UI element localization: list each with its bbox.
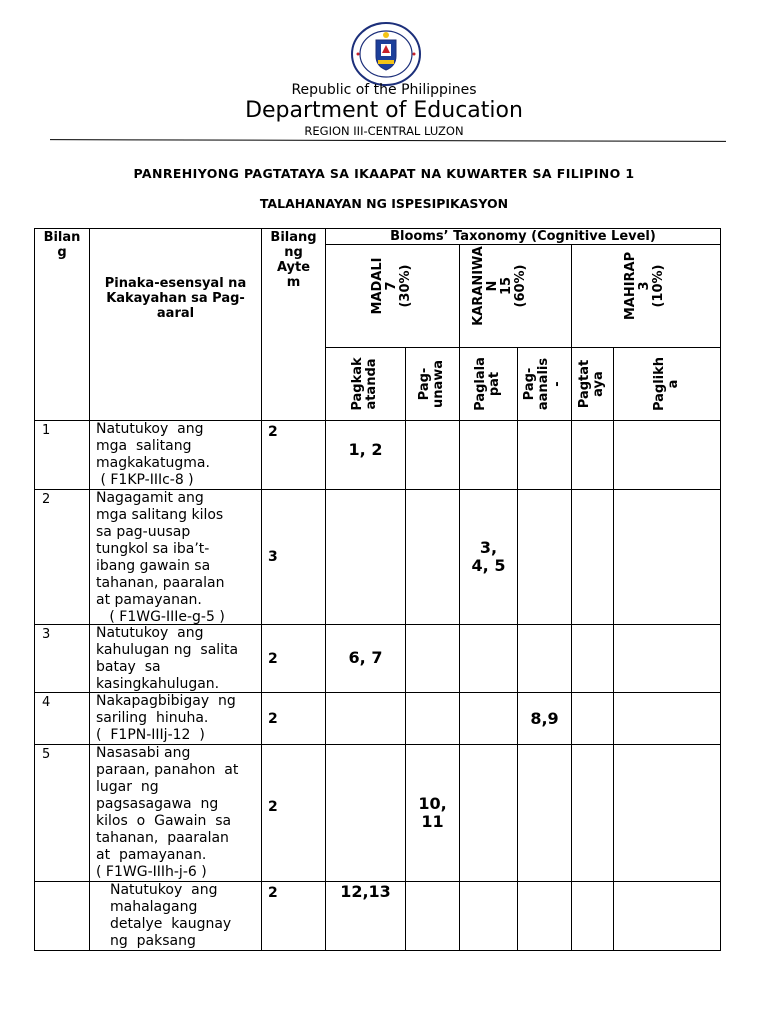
row-5-pag-unawa: 10, 11 (418, 794, 447, 831)
row-4-pag-aanalisa: 8,9 (530, 709, 559, 728)
row-6-competency: Natutukoy ang mahalagang detalye kaugnay ng paksang (110, 882, 232, 949)
row-5-competency: Nasasabi ang paraan, panahon at lugar ng pagsasagawa ng kilos o Gawain sa tahanan, paaralan at pamayanan. ( F1WG-IIIh-j-6 ) (96, 745, 239, 880)
row-4-aytem: 2 (268, 711, 278, 727)
header-bilang: Bilan g (43, 230, 81, 260)
row-2-aytem: 3 (268, 549, 278, 565)
department-name: Department of Education (245, 98, 523, 123)
row-2-number: 2 (42, 492, 51, 507)
document-title: PANREHIYONG PAGTATAYA SA IKAAPAT NA KUWARTER SA FILIPINO 1 (133, 166, 635, 181)
document-subtitle: TALAHANAYAN NG ISPESIPIKASYON (259, 196, 509, 211)
header-blooms: Blooms’ Taxonomy (Cognitive Level) (390, 229, 656, 244)
row-2-competency: Nagagamit ang mga salitang kilos sa pag-uusap tungkol sa iba’t- ibang gawain sa tahanan, paaralan at pamayanan. ( F1WG-IIIe-g-5 ) (96, 490, 225, 625)
row-3-competency: Natutukoy ang kahulugan ng salita batay sa kasingkahulugan. (96, 625, 239, 692)
header-pagtataya: Pagtat aya (577, 359, 606, 409)
header-karaniwan: KARANIWA N 15 (60%) (471, 246, 528, 326)
row-1-aytem: 2 (268, 424, 278, 440)
header-pag-unawa: Pag- unawa (417, 359, 446, 409)
header-bilang-aytem: Bilang ng Ayte m (270, 230, 317, 290)
header-competency: Pinaka-esensyal na Kakayahan sa Pag- aaral (104, 276, 247, 321)
row-4-competency: Nakapagbibigay ng sariling hinuha. ( F1PN-IIIj-12 ) (96, 693, 236, 743)
deped-seal (350, 22, 422, 86)
header-mahirap: MAHIRAP 3 (10%) (623, 251, 666, 321)
header-divider (50, 139, 726, 142)
row-2-paglalapat: 3, 4, 5 (471, 538, 506, 575)
header-pag-aanalisa: Pag- aanalis - (522, 357, 565, 411)
row-1-pagkakatanda: 1, 2 (348, 440, 383, 459)
row-6-aytem: 2 (268, 885, 278, 901)
row-4-number: 4 (42, 695, 51, 710)
row-1-number: 1 (42, 423, 51, 438)
row-6-pagkakatanda: 12,13 (340, 882, 391, 901)
region-name: REGION III-CENTRAL LUZON (304, 124, 464, 138)
header-paglikha: Paglikh a (652, 356, 681, 412)
row-5-number: 5 (42, 747, 51, 762)
row-1-competency: Natutukoy ang mga salitang magkakatugma. ( F1KP-IIIc-8 ) (96, 421, 210, 488)
header-pagkakatanda: Pagkak atanda (350, 357, 379, 411)
row-3-aytem: 2 (268, 651, 278, 667)
header-madali: MADALI 7 (30%) (370, 257, 413, 315)
republic-line: Republic of the Philippines (291, 82, 477, 98)
row-3-number: 3 (42, 627, 51, 642)
row-3-pagkakatanda: 6, 7 (348, 648, 383, 667)
header-paglalapat: Paglala pat (473, 357, 502, 411)
row-5-aytem: 2 (268, 799, 278, 815)
